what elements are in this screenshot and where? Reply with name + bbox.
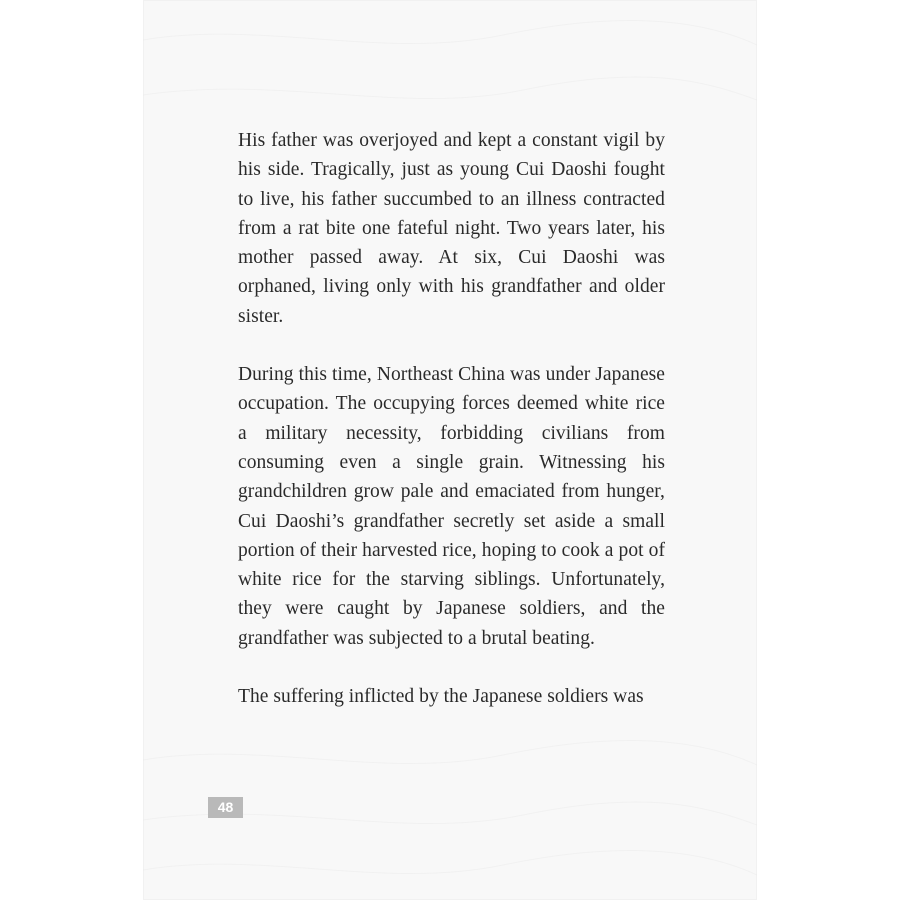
page-number-badge: 48 xyxy=(208,797,243,818)
paragraph-3: The suffering inflicted by the Japanese soldiers was xyxy=(238,686,644,708)
paragraph-2: During this time, Northeast China was under Japanese occupation. The occupying forces deemed white rice a military necessity, forbidding civilians from consuming even a single grain. Witnessing his grandchildren grow pale and emaciated from hunger, Cui Daoshi’s grandfather secretly set aside a small portion of their harvested rice, hoping to cook a pot of white rice for the starving siblings. Unfortunately, they were caught by Japanese soldiers, and the grandfather was subjected to a brutal beating. xyxy=(238,364,665,649)
book-page xyxy=(143,0,757,900)
paragraph-1: His father was overjoyed and kept a constant vigil by his side. Tragically, just as young Cui Daoshi fought to live, his father succumbed to an illness contracted from a rat bite one fateful night. Two years later, his mother passed away. At six, Cui Daoshi was orphaned, living only with his grandfather and older sister. xyxy=(238,130,665,327)
body-text xyxy=(238,126,665,711)
